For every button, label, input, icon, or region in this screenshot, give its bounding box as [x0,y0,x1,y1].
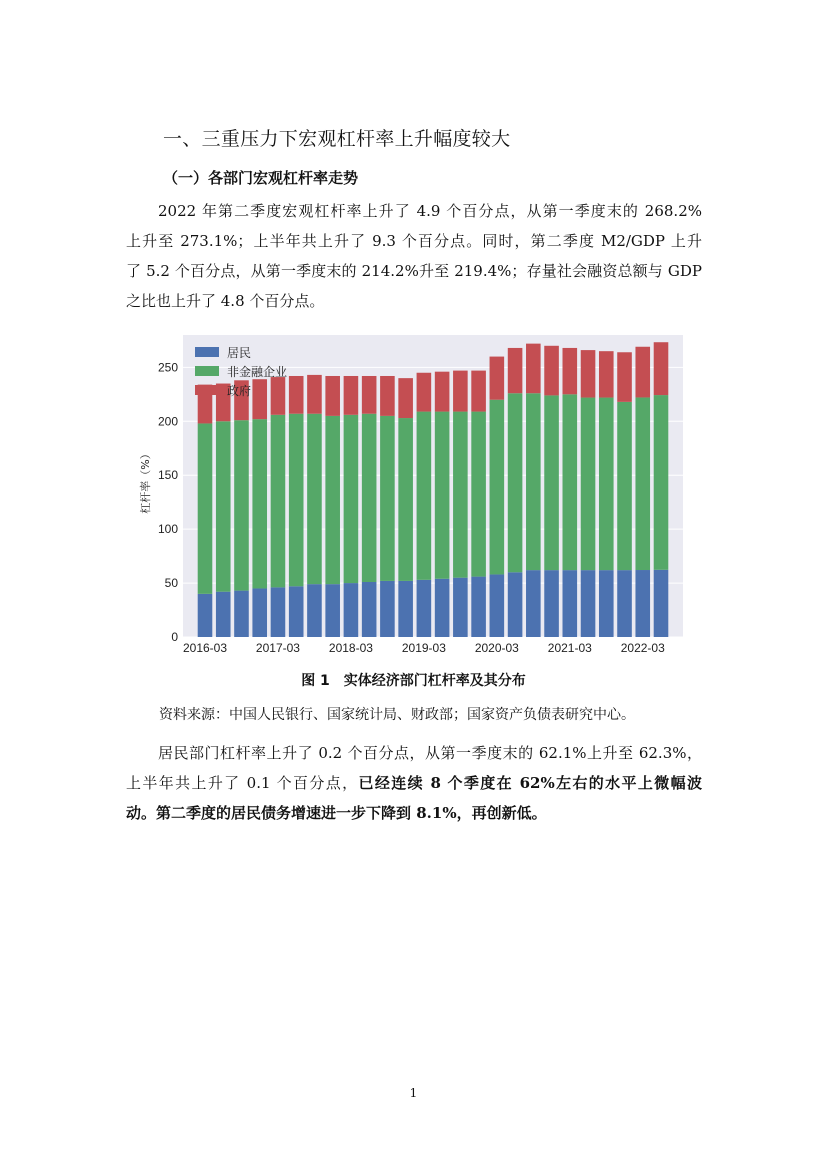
bar-segment [344,376,359,415]
bar-segment [435,412,450,579]
bar-segment [252,379,267,419]
paragraph-household [126,738,702,828]
bar-segment [380,376,395,416]
bar-segment [198,423,213,593]
bar-segment [471,412,486,577]
page-number: 1 [409,1086,418,1100]
y-tick-label: 150 [157,468,178,483]
bar-segment [635,570,650,637]
bar-segment [252,419,267,588]
x-tick-label: 2020-03 [474,641,519,655]
bar-segment [325,584,340,637]
bar-segment [635,347,650,398]
bar-segment [471,577,486,637]
bar-segment [563,570,578,637]
bar-segment [271,587,286,637]
leverage-chart [135,335,695,660]
bar-segment [654,342,669,395]
bar-segment [380,581,395,637]
bar-segment [563,394,578,570]
bar-segment [654,570,669,637]
bar-segment [490,400,505,575]
legend-label: 非金融企业 [227,365,288,379]
bar-segment [453,412,468,578]
x-tick-label: 2016-03 [182,641,228,655]
bar-segment [599,570,614,637]
paragraph-line: 动。第二季度的居民债务增速进一步下降到 8.1%，再创新低。 [126,804,547,822]
bar-segment [508,348,523,393]
bar-segment [271,415,286,588]
x-tick-label: 2019-03 [401,641,446,655]
paragraph-line [126,768,702,798]
bar-segment [526,393,541,570]
paragraph-bold-text: 已经连续 8 个季度在 62%左右的水平上微幅波 [358,774,702,792]
paragraph-line: 居民部门杠杆率上升了 0.2 个百分点，从第一季度末的 62.1%上升至 62.3%， [158,744,702,762]
y-axis-label: 杠杆率（%） [139,448,152,514]
bar-segment [490,357,505,400]
bar-segment [271,377,286,415]
bar-segment [526,344,541,394]
x-tick-label: 2021-03 [547,641,592,655]
bar-segment [307,414,322,584]
bar-segment [307,584,322,637]
subsection-heading: （一）各部门宏观杠杆率走势 [163,169,359,187]
bar-segment [307,375,322,414]
bar-segment [617,570,632,637]
bar-segment [617,352,632,402]
bar-segment [417,412,432,580]
bar-segment [435,579,450,637]
bar-segment [398,378,413,418]
figure-source: 资料来源：中国人民银行、国家统计局、财政部；国家资产负债表研究中心。 [159,707,635,723]
bar-segment [362,376,377,414]
section-heading: 一、三重压力下宏观杠杆率上升幅度较大 [163,128,511,150]
bar-segment [198,594,213,637]
bar-segment [216,592,231,637]
bar-segment [344,583,359,637]
paragraph-line: 上升至 273.1%；上半年共上升了 9.3 个百分点。同时，第二季度 M2/GDP 上升 [126,232,702,250]
bar-segment [617,402,632,570]
bar-segment [599,398,614,571]
bar-segment [490,574,505,637]
y-tick-label: 100 [157,522,178,537]
bar-segment [289,414,304,587]
bar-segment [289,376,304,414]
y-tick-label: 50 [164,576,178,591]
bar-segment [325,376,340,416]
bar-segment [234,420,249,590]
x-tick-label: 2017-03 [255,641,300,655]
legend-label: 居民 [227,346,252,360]
bar-segment [234,591,249,637]
paragraph-line: 之比也上升了 4.8 个百分点。 [126,292,325,310]
bar-segment [453,371,468,412]
bar-segment [362,414,377,582]
legend-swatch [195,366,219,376]
bar-segment [435,372,450,412]
y-tick-label: 250 [157,360,178,375]
bar-segment [544,395,559,570]
bar-segment [526,570,541,637]
bar-segment [544,570,559,637]
paragraph-leverage-trend [126,196,702,316]
bar-segment [252,588,267,637]
bar-segment [362,582,377,637]
legend-label: 政府 [227,384,252,398]
y-tick-label: 0 [171,630,178,644]
x-tick-label: 2018-03 [328,641,373,655]
stacked-bar-chart-svg [135,335,695,660]
figure-caption: 图 1 实体经济部门杠杆率及其分布 [301,673,526,689]
bar-segment [289,586,304,637]
y-tick-label: 200 [157,414,178,429]
bar-segment [380,416,395,581]
paragraph-line: 了 5.2 个百分点，从第一季度末的 214.2%升至 219.4%；存量社会融资总额与 GDP [126,262,702,280]
bar-segment [417,580,432,637]
legend-swatch [195,385,219,395]
bar-segment [508,393,523,572]
bar-segment [325,416,340,584]
legend-swatch [195,347,219,357]
bar-segment [508,572,523,637]
bar-segment [635,397,650,570]
bar-segment [398,581,413,637]
bar-segment [581,398,596,571]
bar-segment [581,350,596,397]
bar-segment [471,371,486,412]
bar-segment [654,395,669,570]
bar-segment [417,373,432,412]
x-tick-label: 2022-03 [620,641,665,655]
bar-segment [398,418,413,581]
bar-segment [216,421,231,591]
bar-segment [544,346,559,396]
bar-segment [453,578,468,637]
paragraph-text: 上半年共上升了 0.1 个百分点， [126,774,359,792]
paragraph-line: 2022 年第二季度宏观杠杆率上升了 4.9 个百分点，从第一季度末的 268.2% [158,202,702,220]
bar-segment [599,351,614,397]
bar-segment [563,348,578,394]
bar-segment [581,570,596,637]
bar-segment [344,415,359,583]
